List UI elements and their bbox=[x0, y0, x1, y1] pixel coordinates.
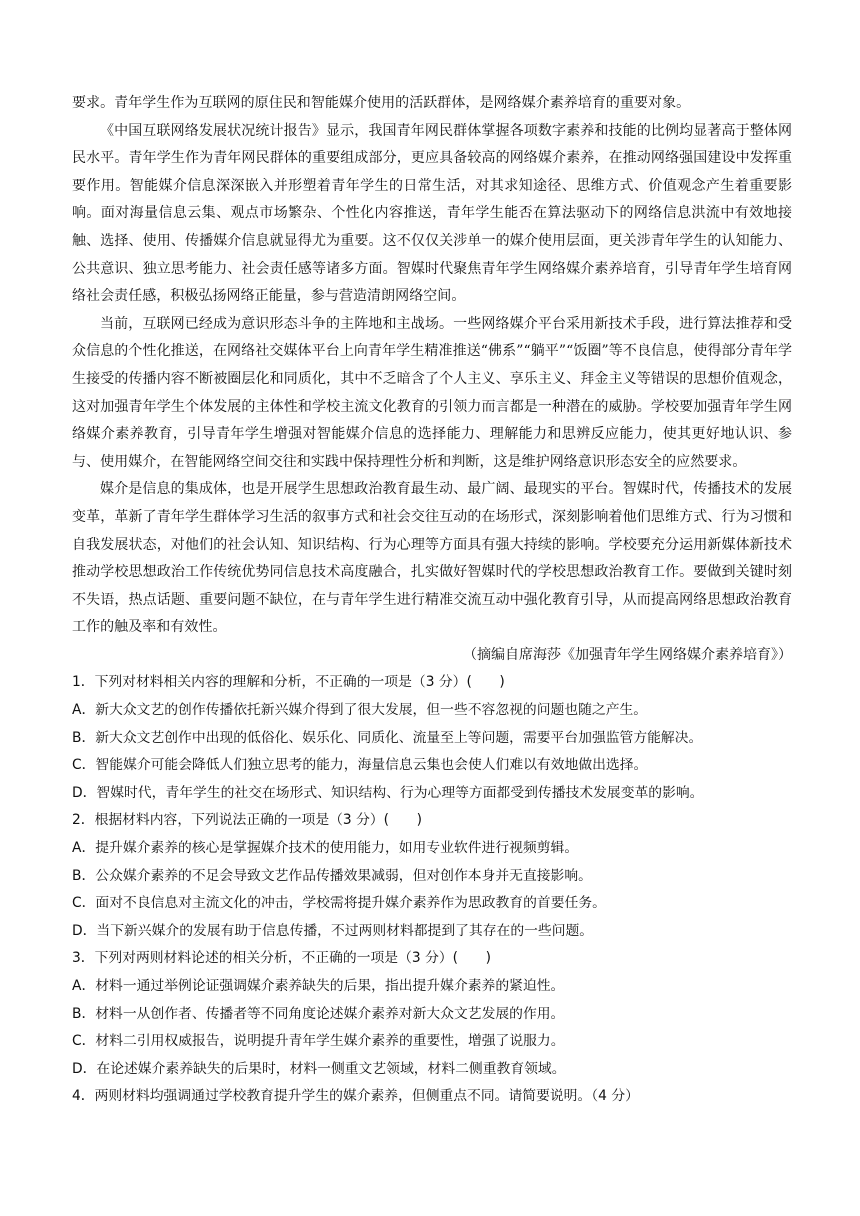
passage-paragraph: 要求。青年学生作为互联网的原住民和智能媒介使用的活跃群体，是网络媒介素养培育的重要对象。 bbox=[72, 95, 691, 111]
question-3 bbox=[72, 945, 792, 1083]
option-d[interactable]: D．在论述媒介素养缺失的后果时，材料一侧重文艺领域，材料二侧重教育领域。 bbox=[72, 1060, 566, 1077]
option-b[interactable]: B．公众媒介素养的不足会导致文艺作品传播效果减弱，但对创作本身并无直接影响。 bbox=[72, 867, 592, 884]
option-a[interactable]: A．提升媒介素养的核心是掌握媒介技术的使用能力，如用专业软件进行视频剪辑。 bbox=[72, 840, 579, 857]
option-d[interactable]: D．当下新兴媒介的发展有助于信息传播，不过两则材料都提到了其存在的一些问题。 bbox=[72, 922, 594, 939]
option-d[interactable]: D．智媒时代，青年学生的社交在场形式、知识结构、行为心理等方面都受到传播技术发展变革的影响。 bbox=[72, 784, 704, 801]
question-stem: 3．下列对两则材料论述的相关分析，不正确的一项是（3 分）( ) bbox=[72, 950, 492, 967]
question-stem: 1．下列对材料相关内容的理解和分析，不正确的一项是（3 分）( ) bbox=[72, 674, 505, 691]
question-2 bbox=[72, 807, 792, 945]
question-stem: 2．根据材料内容，下列说法正确的一项是（3 分）( ) bbox=[72, 812, 423, 829]
option-c[interactable]: C．智能媒介可能会降低人们独立思考的能力，海量信息云集也会使人们难以有效地做出选择。 bbox=[72, 757, 648, 774]
exam-page bbox=[72, 90, 792, 1111]
option-c[interactable]: C．材料二引用权威报告，说明提升青年学生媒介素养的重要性，增强了说服力。 bbox=[72, 1033, 565, 1050]
option-c[interactable]: C．面对不良信息对主流文化的冲击，学校需将提升媒介素养作为思政教育的首要任务。 bbox=[72, 895, 606, 912]
passage-paragraph: 当前，互联网已经成为意识形态斗争的主阵地和主战场。一些网络媒介平台采用新技术手段，进行算法推荐和受众信息的个性化推送，在网络社交媒体平台上向青年学生精准推送“佛系”“躺平”“饭圈”等不良信息，使得部分青年学生接受的传播内容不断被圈层化和同质化，其中不乏暗含了个人主义、享乐主义、拜金主义等错误的思想价值观念，这对加强青年学生个体发展的主体性和学校主流文化教育的引领力而言都是一种潜在的威胁。学校要加强青年学生网络媒介素养教育，引导青年学生增强对智能媒介信息的选择能力、理解能力和思辨反应能力，使其更好地认识、参与、使用媒介，在智能网络空间交往和实践中保持理性分析和判断，这是维护网络意识形态安全的应然要求。 bbox=[72, 315, 792, 470]
option-a[interactable]: A．材料一通过举例论证强调媒介素养缺失的后果，指出提升媒介素养的紧迫性。 bbox=[72, 978, 565, 994]
question-1 bbox=[72, 669, 792, 807]
passage-paragraph: 《中国互联网络发展状况统计报告》显示，我国青年网民群体掌握各项数字素养和技能的比例均显著高于整体网民水平。青年学生作为青年网民群体的重要组成部分，更应具备较高的网络媒介素养，在推动网络强国建设中发挥重要作用。智能媒介信息深深嵌入并形塑着青年学生的日常生活，对其求知途径、思维方式、价值观念产生着重要影响。面对海量信息云集、观点市场繁杂、个性化内容推送，青年学生能否在算法驱动下的网络信息洪流中有效地接触、选择、使用、传播媒介信息就显得尤为重要。这不仅仅关涉单一的媒介使用层面，更关涉青年学生的认知能力、公共意识、独立思考能力、社会责任感等诸多方面。智媒时代聚焦青年学生网络媒介素养培育，引导青年学生培育网络社会责任感，积极弘扬网络正能量，参与营造清朗网络空间。 bbox=[72, 122, 792, 305]
passage-paragraph: 媒介是信息的集成体，也是开展学生思想政治教育最生动、最广阔、最现实的平台。智媒时代，传播技术的发展变革，革新了青年学生群体学习生活的叙事方式和社会交往互动的在场形式，深刻影响着他们思维方式、行为习惯和自我发展状态，对他们的社会认知、知识结构、行为心理等方面具有强大持续的影响。学校要充分运用新媒体新技术推动学校思想政治工作传统优势同信息技术高度融合，扎实做好智媒时代的学校思想政治教育工作。要做到关键时刻不失语，热点话题、重要问题不缺位，在与青年学生进行精准交流互动中强化教育引导，从而提高网络思想政治教育工作的触及率和有效性。 bbox=[72, 481, 792, 636]
question-stem: 4．两则材料均强调通过学校教育提升学生的媒介素养，但侧重点不同。请简要说明。（4 分） bbox=[72, 1088, 639, 1105]
passage-source: （摘编自席海莎《加强青年学生网络媒介素养培育》） bbox=[463, 646, 792, 663]
option-a[interactable]: A．新大众文艺的创作传播依托新兴媒介得到了很大发展，但一些不容忽视的问题也随之产生。 bbox=[72, 702, 648, 719]
question-4 bbox=[72, 1083, 792, 1111]
option-b[interactable]: B．材料一从创作者、传播者等不同角度论述媒介素养对新大众文艺发展的作用。 bbox=[72, 1005, 565, 1022]
option-b[interactable]: B．新大众文艺创作中出现的低俗化、娱乐化、同质化、流量至上等问题，需要平台加强监管方能解决。 bbox=[72, 729, 703, 746]
